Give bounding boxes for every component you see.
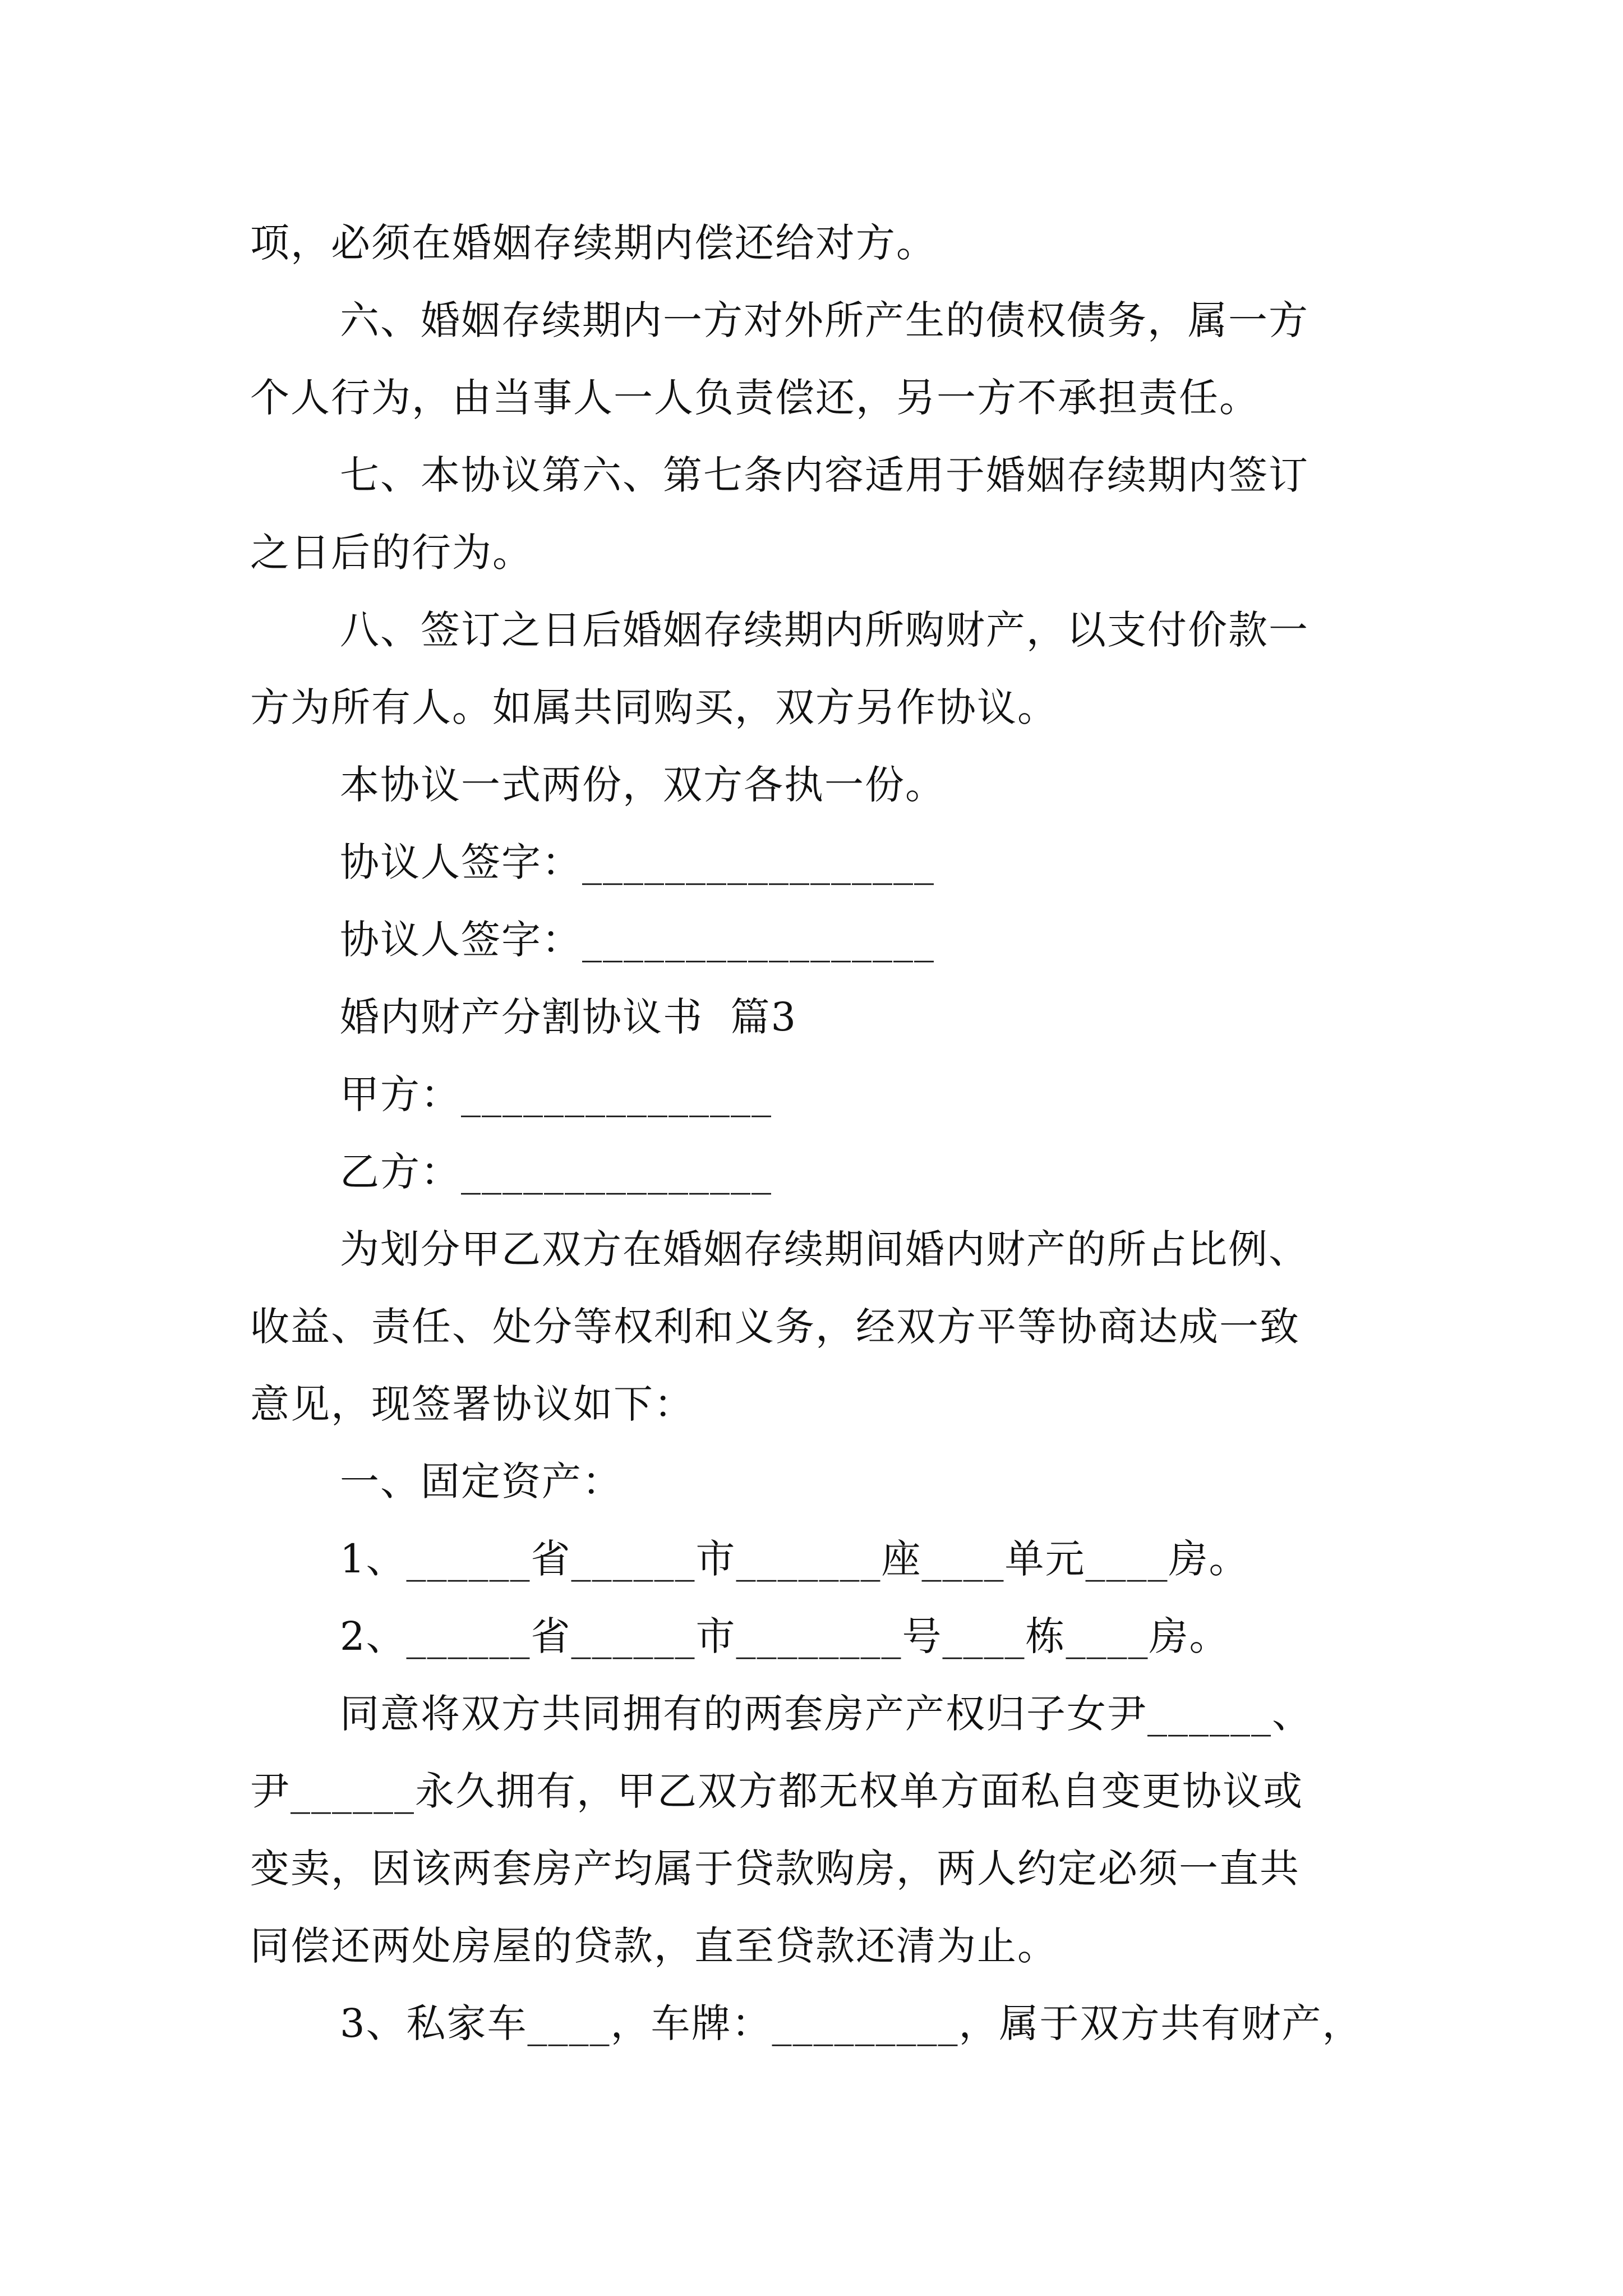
vehicle-item: 3、私家车____，车牌：_________，属于双方共有财产，	[340, 2000, 1363, 2046]
text-line: 方为所有人。如属共同购买，双方另作协议。	[250, 684, 1058, 730]
text-line: 意见，现签署协议如下：	[250, 1381, 694, 1427]
text-line: 为划分甲乙双方在婚姻存续期间婚内财产的所占比例、	[340, 1226, 1309, 1272]
text-line: 同偿还两处房屋的贷款，直至贷款还清为止。	[250, 1923, 1058, 1969]
text-line: 收益、责任、处分等权利和义务，经双方平等协商达成一致	[250, 1304, 1300, 1350]
section-title: 婚内财产分割协议书 篇3	[340, 994, 797, 1040]
text-line: 八、签订之日后婚姻存续期内所购财产，以支付价款一	[340, 607, 1309, 653]
property-item: 2、______省______市________号____栋____房。	[340, 1613, 1230, 1659]
signature-line: 协议人签字：_________________	[340, 917, 935, 963]
text-line: 变卖，因该两套房产均属于贷款购房，两人约定必须一直共	[250, 1846, 1300, 1892]
text-line: 六、婚姻存续期内一方对外所产生的债权债务，属一方	[340, 297, 1309, 343]
text-line: 个人行为，由当事人一人负责偿还，另一方不承担责任。	[250, 375, 1260, 421]
clause-heading: 一、固定资产：	[340, 1458, 623, 1504]
text-line: 本协议一式两份，双方各执一份。	[340, 762, 946, 808]
text-line: 之日后的行为。	[250, 530, 533, 576]
party-b-line: 乙方：_______________	[340, 1149, 772, 1195]
signature-line: 协议人签字：_________________	[340, 839, 935, 885]
text-line: 同意将双方共同拥有的两套房产产权归子女尹______、	[340, 1691, 1312, 1737]
party-a-line: 甲方：_______________	[340, 1071, 772, 1117]
property-item: 1、______省______市_______座____单元____房。	[340, 1536, 1249, 1582]
text-line: 尹______永久拥有，甲乙双方都无权单方面私自变更协议或	[250, 1768, 1303, 1814]
text-line: 七、本协议第六、第七条内容适用于婚姻存续期内签订	[340, 452, 1309, 498]
text-line: 项，必须在婚姻存续期内偿还给对方。	[250, 220, 937, 266]
